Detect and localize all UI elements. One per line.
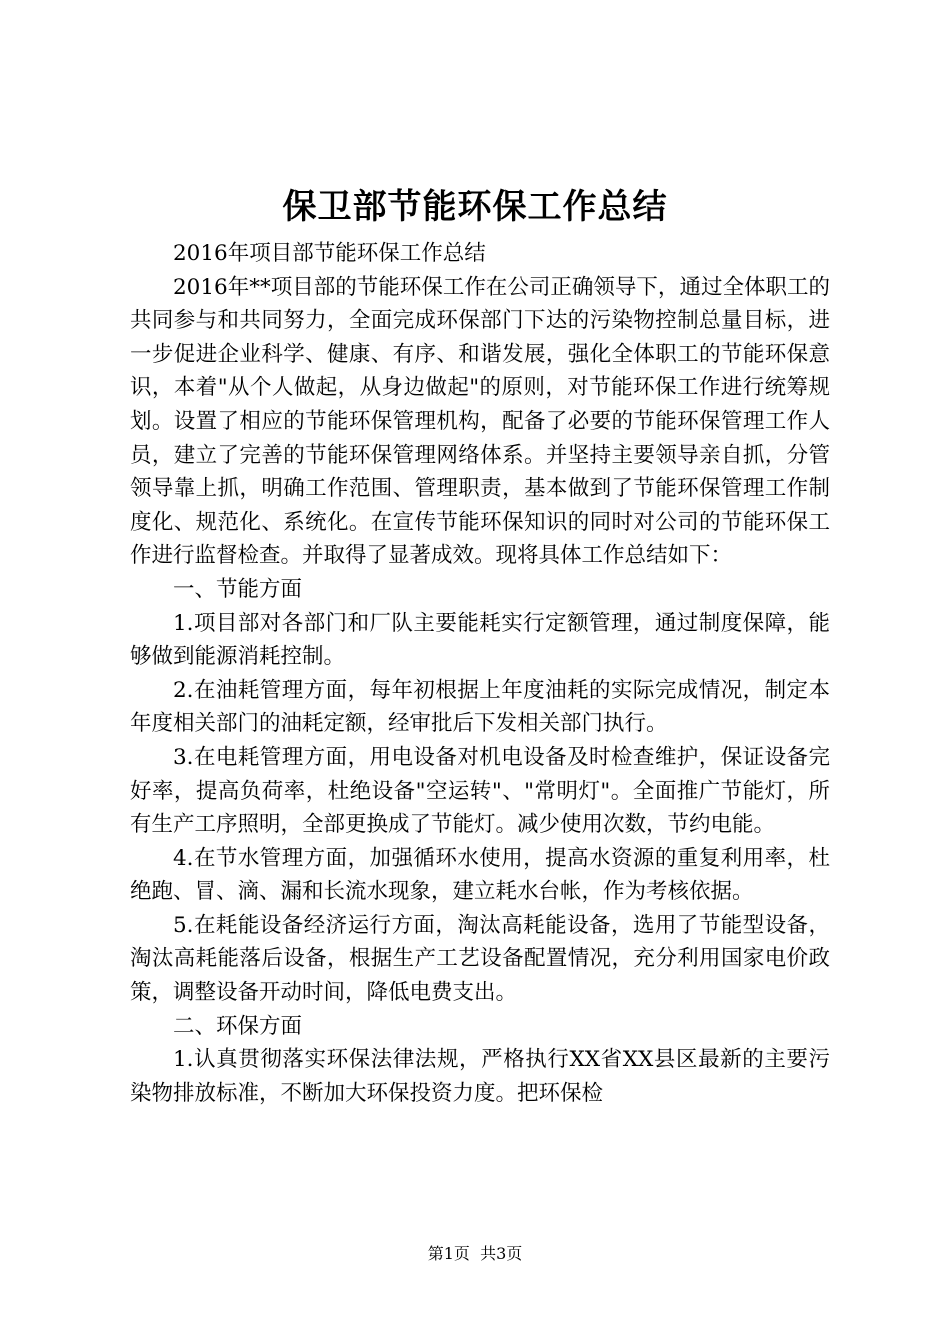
paragraph-intro: 2016年**项目部的节能环保工作在公司正确领导下，通过全体职工的共同参与和共同努力，全面完成环保部门下达的污染物控制总量目标，进一步促进企业科学、健康、有序、和谐发展，强化全体职工的节能环保意识，本着"从个人做起，从身边做起"的原则，对节能环保工作进行统筹规划。设置了相应的节能环保管理机构，配备了必要的节能环保管理工作人员，建立了完善的节能环保管理网络体系。并坚持主要领导亲自抓，分管领导靠上抓，明确工作范围、管理职责，基本做到了节能环保管理工作制度化、规范化、系统化。在宣传节能环保知识的同时对公司的节能环保工作进行监督检查。并取得了显著成效。现将具体工作总结如下： <box>130 274 830 569</box>
paragraph-energy-2: 2.在油耗管理方面，每年初根据上年度油耗的实际完成情况，制定本年度相关部门的油耗定额，经审批后下发相关部门执行。 <box>130 677 830 737</box>
page-number-label: 第1页 共3页 <box>427 1244 523 1263</box>
document-title: 保卫部节能环保工作总结 <box>282 187 668 227</box>
page-footer <box>0 1242 950 1266</box>
paragraph-energy-3: 3.在电耗管理方面，用电设备对机电设备及时检查维护，保证设备完好率，提高负荷率，杜绝设备"空运转"、"常明灯"。全面推广节能灯，所有生产工序照明，全部更换成了节能灯。减少使用次数，节约电能。 <box>130 744 830 838</box>
document-body <box>130 237 830 1110</box>
paragraph-energy-1: 1.项目部对各部门和厂队主要能耗实行定额管理，通过制度保障，能够做到能源消耗控制。 <box>130 610 830 670</box>
paragraph-energy-4: 4.在节水管理方面，加强循环水使用，提高水资源的重复利用率，杜绝跑、冒、滴、漏和长流水现象，建立耗水台帐，作为考核依据。 <box>130 845 830 905</box>
paragraph-subtitle: 2016年项目部节能环保工作总结 <box>173 241 486 266</box>
section-heading-environment: 二、环保方面 <box>173 1013 303 1039</box>
paragraph-energy-5: 5.在耗能设备经济运行方面，淘汰高耗能设备，选用了节能型设备，淘汰高耗能落后设备，根据生产工艺设备配置情况，充分利用国家电价政策，调整设备开动时间，降低电费支出。 <box>130 912 830 1006</box>
paragraph-environment-1: 1.认真贯彻落实环保法律法规，严格执行XX省XX县区最新的主要污染物排放标准，不断加大环保投资力度。把环保检 <box>130 1047 830 1106</box>
section-heading-energy: 一、节能方面 <box>173 576 303 602</box>
